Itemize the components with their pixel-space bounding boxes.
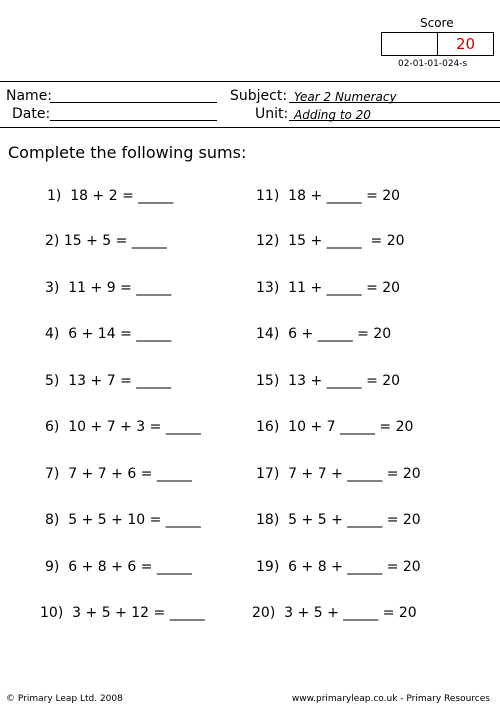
question-15[interactable]: 15) 13 + _____ = 20: [256, 373, 401, 389]
instructions: Complete the following sums:: [8, 143, 247, 162]
question-19[interactable]: 19) 6 + 8 + _____ = 20: [256, 559, 421, 575]
subject-underline: [289, 102, 500, 103]
sheet-code: 02-01-01-024-s: [398, 59, 468, 69]
question-18[interactable]: 18) 5 + 5 + _____ = 20: [256, 512, 421, 528]
unit-label: Unit:: [255, 106, 289, 122]
question-2[interactable]: 2) 15 + 5 = _____: [45, 233, 167, 249]
question-11[interactable]: 11) 18 + _____ = 20: [256, 188, 401, 204]
score-label: Score: [420, 16, 454, 30]
header-bottom-rule: [0, 127, 500, 128]
question-13[interactable]: 13) 11 + _____ = 20: [256, 280, 401, 296]
question-6[interactable]: 6) 10 + 7 + 3 = _____: [45, 419, 201, 435]
question-17[interactable]: 17) 7 + 7 + _____ = 20: [256, 466, 421, 482]
date-field[interactable]: [50, 120, 217, 121]
question-7[interactable]: 7) 7 + 7 + 6 = _____: [45, 466, 192, 482]
subject-label: Subject:: [230, 88, 288, 104]
question-10[interactable]: 10) 3 + 5 + 12 = _____: [40, 605, 205, 621]
footer-website: www.primaryleap.co.uk - Primary Resources: [291, 694, 490, 704]
score-value: 20: [455, 35, 476, 53]
question-14[interactable]: 14) 6 + _____ = 20: [256, 326, 392, 342]
question-3[interactable]: 3) 11 + 9 = _____: [45, 280, 172, 296]
subject-value: Year 2 Numeracy: [294, 90, 397, 104]
name-label: Name:: [6, 88, 53, 104]
unit-underline: [289, 120, 500, 121]
question-8[interactable]: 8) 5 + 5 + 10 = _____: [45, 512, 201, 528]
question-9[interactable]: 9) 6 + 8 + 6 = _____: [45, 559, 192, 575]
date-label: Date:: [12, 106, 51, 122]
question-1[interactable]: 1) 18 + 2 = _____: [47, 188, 174, 204]
question-16[interactable]: 16) 10 + 7 _____ = 20: [256, 419, 414, 435]
question-4[interactable]: 4) 6 + 14 = _____: [45, 326, 172, 342]
unit-value: Adding to 20: [294, 108, 371, 122]
question-20[interactable]: 20) 3 + 5 + _____ = 20: [252, 605, 417, 621]
name-field[interactable]: [50, 102, 217, 103]
footer-copyright: © Primary Leap Ltd. 2008: [6, 694, 123, 704]
question-12[interactable]: 12) 15 + _____ = 20: [256, 233, 405, 249]
question-5[interactable]: 5) 13 + 7 = _____: [45, 373, 172, 389]
header-top-rule: [0, 81, 500, 82]
